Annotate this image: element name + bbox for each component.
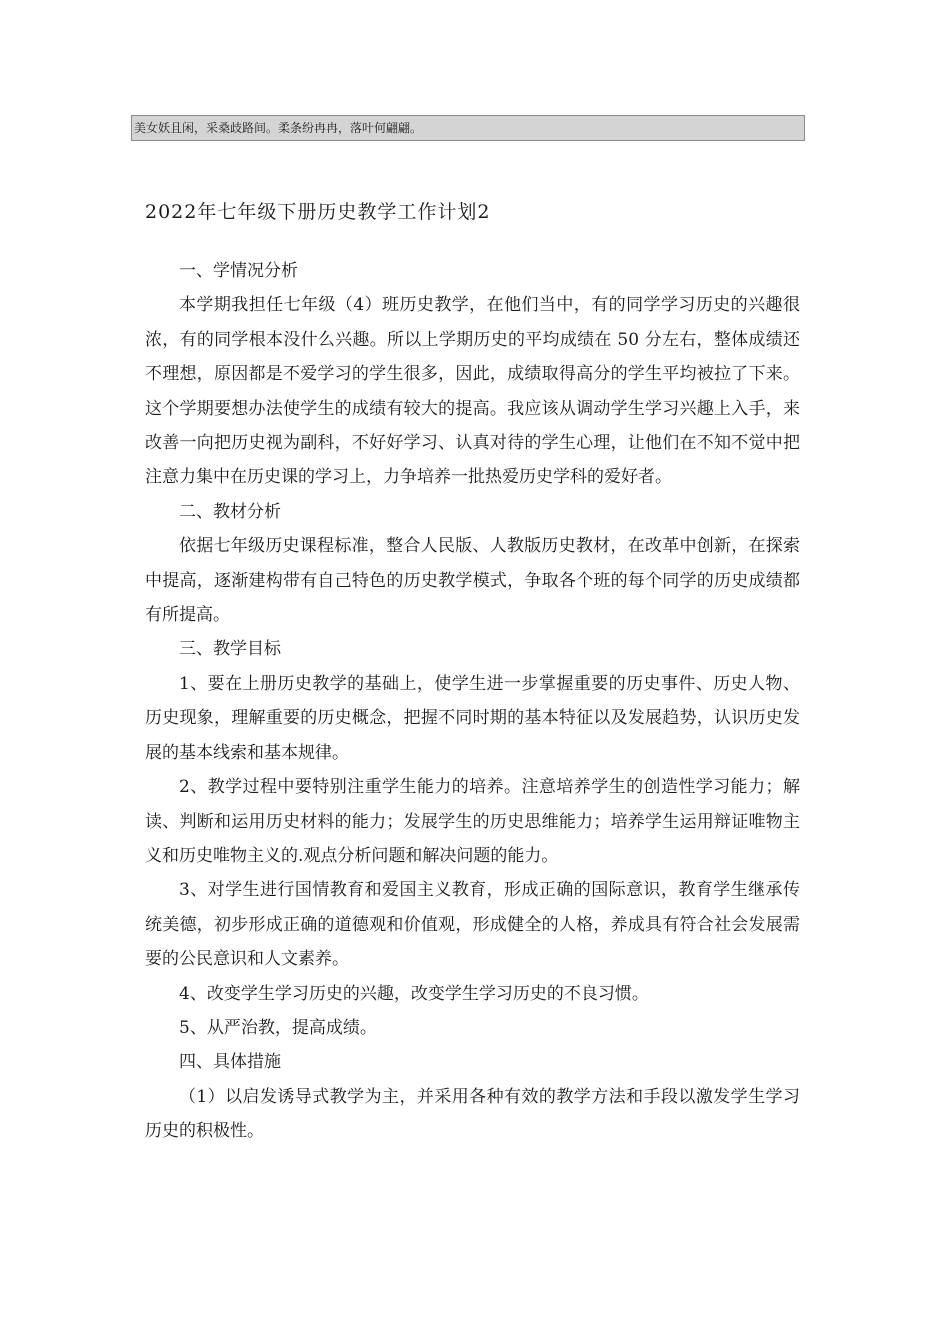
header-banner: 美女妖且闲，采桑歧路间。柔条纷冉冉，落叶何翩翩。	[131, 115, 805, 141]
section-heading-2: 二、教材分析	[179, 501, 281, 522]
paragraph: 3、对学生进行国情教育和爱国主义教育，形成正确的国际意识，教育学生继承传统美德，初步形成正确的道德观和价值观，形成健全的人格，养成具有符合社会发展需要的公民意识和人文素养。	[145, 880, 800, 970]
paragraph: 本学期我担任七年级（4）班历史教学，在他们当中，有的同学学习历史的兴趣很浓，有的同学根本没什么兴趣。所以上学期历史的平均成绩在 50 分左右，整体成绩还不理想，原因都是不爱学习的学生很多，因此，成绩取得高分的学生平均被拉了下来。这个学期要想办法使学生的成绩有较大的提高。我应该从调动学生学习兴趣上入手，来改善一向把历史视为副科，不好好学习、认真对待的学生心理，让他们在不知不觉中把注意力集中在历史课的学习上，力争培养一批热爱历史学科的爱好者。	[145, 295, 800, 488]
paragraph: 1、要在上册历史教学的基础上，使学生进一步掌握重要的历史事件、历史人物、历史现象，理解重要的历史概念，把握不同时期的基本特征以及发展趋势，认识历史发展的基本线索和基本规律。	[145, 673, 800, 763]
document-title: 2022年七年级下册历史教学工作计划2	[145, 201, 491, 223]
paragraph: 4、改变学生学习历史的兴趣，改变学生学习历史的不良习惯。	[179, 983, 649, 1004]
document-body	[145, 254, 800, 1149]
section-heading-1: 一、学情况分析	[179, 261, 298, 281]
section-heading-3: 三、教学目标	[179, 639, 281, 660]
paragraph: （1）以启发诱导式教学为主，并采用各种有效的教学方法和手段以激发学生学习历史的积极性。	[145, 1086, 800, 1142]
paragraph: 5、从严治教，提高成绩。	[179, 1017, 377, 1038]
paragraph: 2、教学过程中要特别注重学生能力的培养。注意培养学生的创造性学习能力；解读、判断和运用历史材料的能力；发展学生的历史思维能力；培养学生运用辩证唯物主义和历史唯物主义的.观点分析问题和解决问题的能力。	[145, 777, 800, 866]
section-heading-4: 四、具体措施	[179, 1052, 281, 1073]
paragraph: 依据七年级历史课程标准，整合人民版、人教版历史教材，在改革中创新，在探索中提高，逐渐建构带有自己特色的历史教学模式，争取各个班的每个同学的历史成绩都有所提高。	[145, 536, 800, 626]
